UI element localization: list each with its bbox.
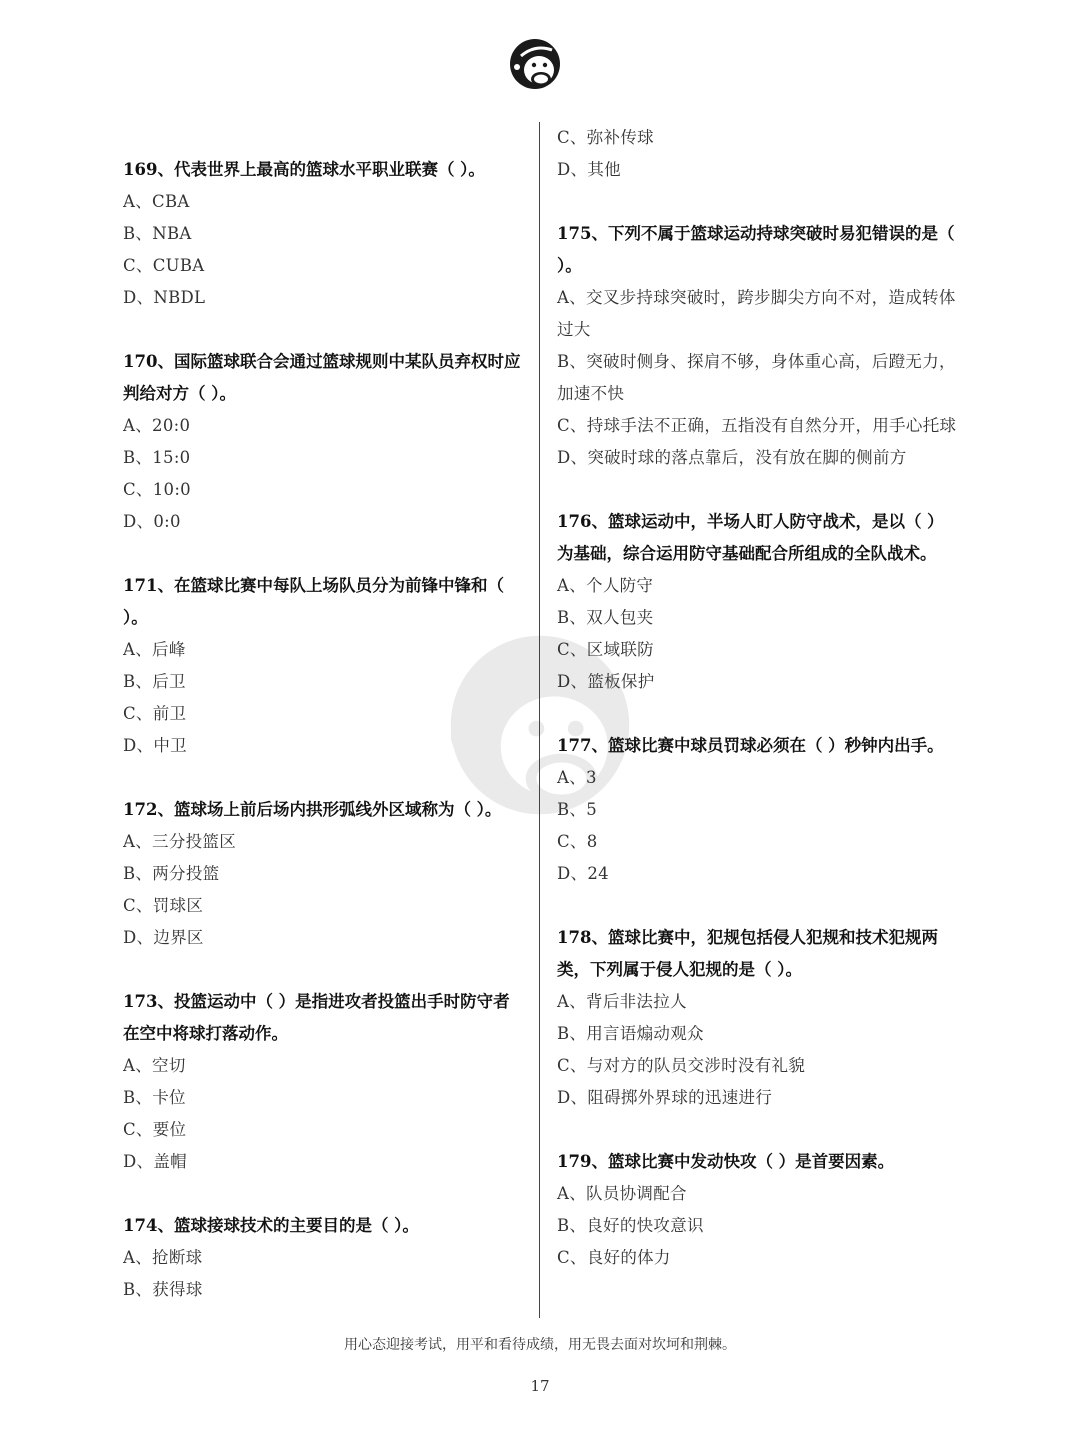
option-c: C、区域联防 <box>557 640 654 659</box>
left-column <box>123 154 523 1306</box>
option-a: A、3 <box>557 768 597 787</box>
option-b: B、双人包夹 <box>557 608 654 627</box>
option-a: A、抢断球 <box>123 1248 203 1267</box>
question-text: 174、篮球接球技术的主要目的是（ ）。 <box>123 1216 419 1235</box>
option-d: D、突破时球的落点靠后，没有放在脚的侧前方 <box>557 448 907 467</box>
option-d: D、阻碍掷外界球的迅速进行 <box>557 1088 773 1107</box>
option-d: D、中卫 <box>123 736 187 755</box>
column-divider <box>539 122 540 1318</box>
option-b: B、NBA <box>123 224 192 243</box>
option-b: B、卡位 <box>123 1088 186 1107</box>
question-block-175 <box>557 218 957 474</box>
option-c: C、前卫 <box>123 704 187 723</box>
question-text: 177、篮球比赛中球员罚球必须在（ ）秒钟内出手。 <box>557 736 944 755</box>
option-c: C、CUBA <box>123 256 205 275</box>
option-a: A、队员协调配合 <box>557 1184 687 1203</box>
option-c: C、10:0 <box>123 480 191 499</box>
option-c: C、持球手法不正确，五指没有自然分开，用手心托球 <box>557 416 957 435</box>
monkey-head-logo-icon <box>507 36 563 92</box>
option-a: A、三分投篮区 <box>123 832 237 851</box>
question-text: 171、在篮球比赛中每队上场队员分为前锋中锋和（ ）。 <box>123 576 504 627</box>
page-number: 17 <box>530 1377 550 1395</box>
option-a: A、空切 <box>123 1056 186 1075</box>
option-c: C、弥补传球 <box>557 128 654 147</box>
option-c: C、8 <box>557 832 598 851</box>
option-a: A、背后非法拉人 <box>557 992 687 1011</box>
option-c: C、罚球区 <box>123 896 204 915</box>
question-block-171 <box>123 570 523 762</box>
option-a: A、CBA <box>123 192 190 211</box>
question-block-174-continued <box>557 122 957 186</box>
option-c: C、与对方的队员交涉时没有礼貌 <box>557 1056 806 1075</box>
question-text: 175、下列不属于篮球运动持球突破时易犯错误的是（ ）。 <box>557 224 955 275</box>
option-d: D、篮板保护 <box>557 672 655 691</box>
option-b: B、15:0 <box>123 448 191 467</box>
option-b: B、获得球 <box>123 1280 203 1299</box>
question-text: 179、篮球比赛中发动快攻（ ）是首要因素。 <box>557 1152 895 1171</box>
option-b: B、用言语煽动观众 <box>557 1024 704 1043</box>
option-a: A、20:0 <box>123 416 191 435</box>
question-block-178 <box>557 922 957 1114</box>
question-block-169 <box>123 154 523 314</box>
question-block-172 <box>123 794 523 954</box>
option-b: B、5 <box>557 800 598 819</box>
option-c: C、要位 <box>123 1120 187 1139</box>
question-text: 170、国际篮球联合会通过篮球规则中某队员弃权时应判给对方（ ）。 <box>123 352 521 403</box>
option-b: B、突破时侧身、探肩不够，身体重心高，后蹬无力，加速不快 <box>557 352 956 403</box>
option-b: B、良好的快攻意识 <box>557 1216 704 1235</box>
question-text: 176、篮球运动中，半场人盯人防守战术，是以（ ）为基础，综合运用防守基础配合所组成的全队战术。 <box>557 512 944 563</box>
question-text: 169、代表世界上最高的篮球水平职业联赛（ ）。 <box>123 160 485 179</box>
option-d: D、0:0 <box>123 512 181 531</box>
option-d: D、NBDL <box>123 288 206 307</box>
question-block-173 <box>123 986 523 1178</box>
question-block-170 <box>123 346 523 538</box>
option-a: A、交叉步持球突破时，跨步脚尖方向不对，造成转体过大 <box>557 288 956 339</box>
question-block-176 <box>557 506 957 698</box>
option-a: A、个人防守 <box>557 576 654 595</box>
question-block-179 <box>557 1146 957 1274</box>
question-block-174 <box>123 1210 523 1306</box>
question-text: 178、篮球比赛中，犯规包括侵人犯规和技术犯规两类，下列属于侵人犯规的是（ ）。 <box>557 928 938 979</box>
option-d: D、24 <box>557 864 609 883</box>
option-b: B、两分投篮 <box>123 864 220 883</box>
question-text: 172、篮球场上前后场内拱形弧线外区域称为（ ）。 <box>123 800 502 819</box>
right-column <box>557 122 957 1274</box>
question-block-177 <box>557 730 957 890</box>
option-b: B、后卫 <box>123 672 186 691</box>
option-d: D、盖帽 <box>123 1152 187 1171</box>
option-d: D、边界区 <box>123 928 204 947</box>
option-a: A、后峰 <box>123 640 186 659</box>
option-c: C、良好的体力 <box>557 1248 671 1267</box>
option-d: D、其他 <box>557 160 621 179</box>
question-text: 173、投篮运动中（ ）是指进攻者投篮出手时防守者在空中将球打落动作。 <box>123 992 510 1043</box>
footer-motto: 用心态迎接考试，用平和看待成绩，用无畏去面对坎坷和荆棘。 <box>344 1337 736 1353</box>
